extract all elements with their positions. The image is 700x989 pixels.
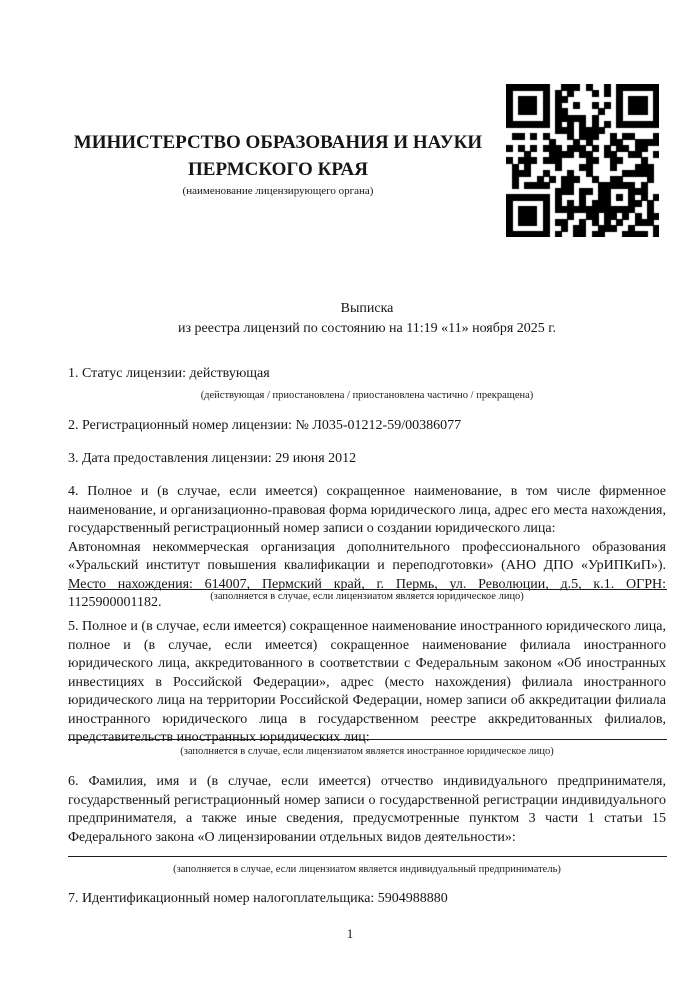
ministry-name-line2: ПЕРМСКОГО КРАЯ: [188, 159, 368, 180]
item-6-fill-line: [68, 856, 667, 857]
item-4-value: Автономная некоммерческая организация дополнительного профессионального образования «Уральский институт повышения квалификации и переподготовки» (АНО ДПО «УрИПКиП»). Место нахождения: 614007, Пермский край, г. Пермь, ул. Революции, д.5, к.1. ОГРН: 1125900001182.: [68, 539, 666, 610]
page-number: 1: [346, 926, 354, 941]
title-line: Выписка: [340, 301, 394, 316]
item-5-foreign-entity: 5. Полное и (в случае, если имеется) сокращенное наименование иностранного юридического лица, полное и (в случае, если имеется) сокращенное наименование филиала иностранного юридического лица, аккредитованного в соответствии с Федеральным законом «Об иностранных инвестициях в Российской Федерации», адрес (место нахождения) филиала иностранного юридического лица на территории Российской Федерации, номер записи об аккредитации филиала иностранного юридического лица в государственном реестре аккредитованных филиалов, представительств иностранных юридических лиц:: [68, 619, 666, 745]
ministry-note: (наименование лицензирующего органа): [182, 185, 374, 197]
item-7-taxpayer-number: 7. Идентификационный номер налогоплательщика: 5904988880: [68, 891, 448, 906]
item-3-grant-date: 3. Дата предоставления лицензии: 29 июня 2012: [68, 451, 357, 466]
qr-code: [506, 84, 659, 237]
item-5-note: (заполняется в случае, если лицензиатом является иностранное юридическое лицо): [180, 746, 554, 757]
item-1-note: (действующая / приостановлена / приостановлена частично / прекращена): [200, 390, 534, 401]
item-4-note: (заполняется в случае, если лицензиатом является юридическое лицо): [210, 591, 524, 602]
item-2-registration-number: 2. Регистрационный номер лицензии: № Л035-01212-59/00386077: [68, 418, 462, 433]
item-5-fill-line: [68, 739, 667, 740]
item-6-note: (заполняется в случае, если лицензиатом является индивидуальный предприниматель): [173, 864, 561, 875]
licensing-authority-header: [63, 129, 493, 198]
item-1-license-status: 1. Статус лицензии: действующая: [68, 365, 270, 381]
ministry-name-line1: МИНИСТЕРСТВО ОБРАЗОВАНИЯ И НАУКИ: [73, 132, 483, 153]
item-6-individual-entrepreneur: 6. Фамилия, имя и (в случае, если имеется) отчество индивидуального предпринимателя, государственный регистрационный номер записи о государственной регистрации индивидуального предпринимателя, а также иные сведения, предусмотренные пунктом 3 части 1 статьи 15 Федерального закона «О лицензировании отдельных видов деятельности»:: [68, 774, 666, 845]
item-4-intro: 4. Полное и (в случае, если имеется) сокращенное наименование, в том числе фирменное наименование, и организационно-правовая форма юридического лица, адрес его места нахождения, государственный регистрационный номер записи о создании юридического лица:: [68, 484, 666, 536]
document-title: [68, 299, 666, 339]
title-subtitle: из реестра лицензий по состоянию на 11:19 «11» ноября 2025 г.: [178, 321, 556, 336]
